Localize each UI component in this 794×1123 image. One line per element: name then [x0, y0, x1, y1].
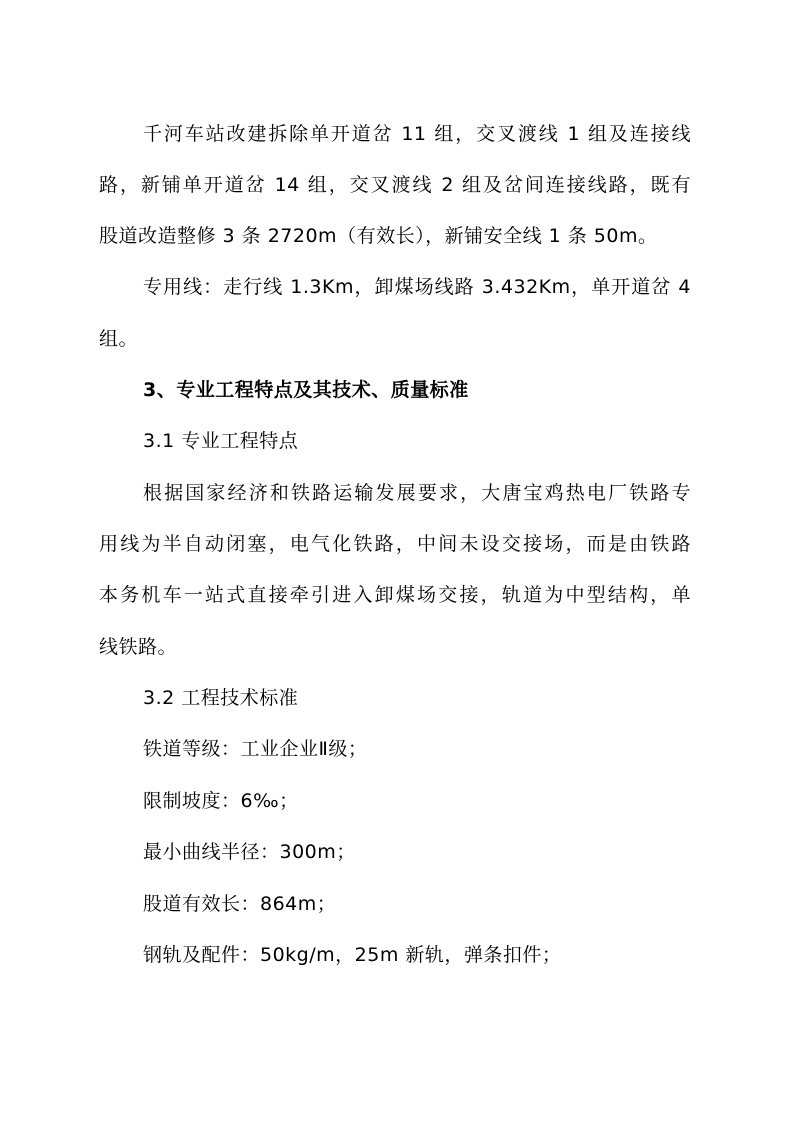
paragraph-3-line-3: 本务机车一站式直接牵引进入卸煤场交接，轨道为中型结构，单	[99, 584, 691, 606]
paragraph-3-line-2: 用线为半自动闭塞，电气化铁路，中间未设交接场，而是由铁路	[99, 533, 691, 555]
paragraph-1-line-3: 股道改造整修 3 条 2720m（有效长），新铺安全线 1 条 50m。	[99, 225, 658, 247]
paragraph-3-line-4: 线铁路。	[99, 636, 178, 658]
paragraph-1-line-1: 千河车站改建拆除单开道岔 11 组，交叉渡线 1 组及连接线	[143, 123, 691, 145]
standard-item-effective-length: 股道有效长：864m；	[143, 893, 337, 915]
section-3-1-heading: 3.1 专业工程特点	[143, 430, 299, 452]
standard-item-curve-radius: 最小曲线半径：300m；	[143, 841, 356, 863]
paragraph-3-line-1: 根据国家经济和铁路运输发展要求，大唐宝鸡热电厂铁路专	[143, 482, 691, 504]
paragraph-2-line-1: 专用线：走行线 1.3Km，卸煤场线路 3.432Km，单开道岔 4	[143, 276, 691, 298]
paragraph-2-line-2: 组。	[99, 328, 139, 350]
standard-item-rail-grade: 铁道等级：工业企业Ⅱ级；	[143, 738, 368, 760]
standard-item-rail-fittings: 钢轨及配件：50kg/m，25m 新轨，弹条扣件；	[143, 944, 562, 966]
standard-item-gradient: 限制坡度：6‰；	[143, 790, 299, 812]
paragraph-1-line-2: 路，新铺单开道岔 14 组，交叉渡线 2 组及岔间连接线路，既有	[99, 174, 691, 196]
section-3-heading: 3、专业工程特点及其技术、质量标准	[143, 379, 469, 401]
section-3-2-heading: 3.2 工程技术标准	[143, 687, 299, 709]
